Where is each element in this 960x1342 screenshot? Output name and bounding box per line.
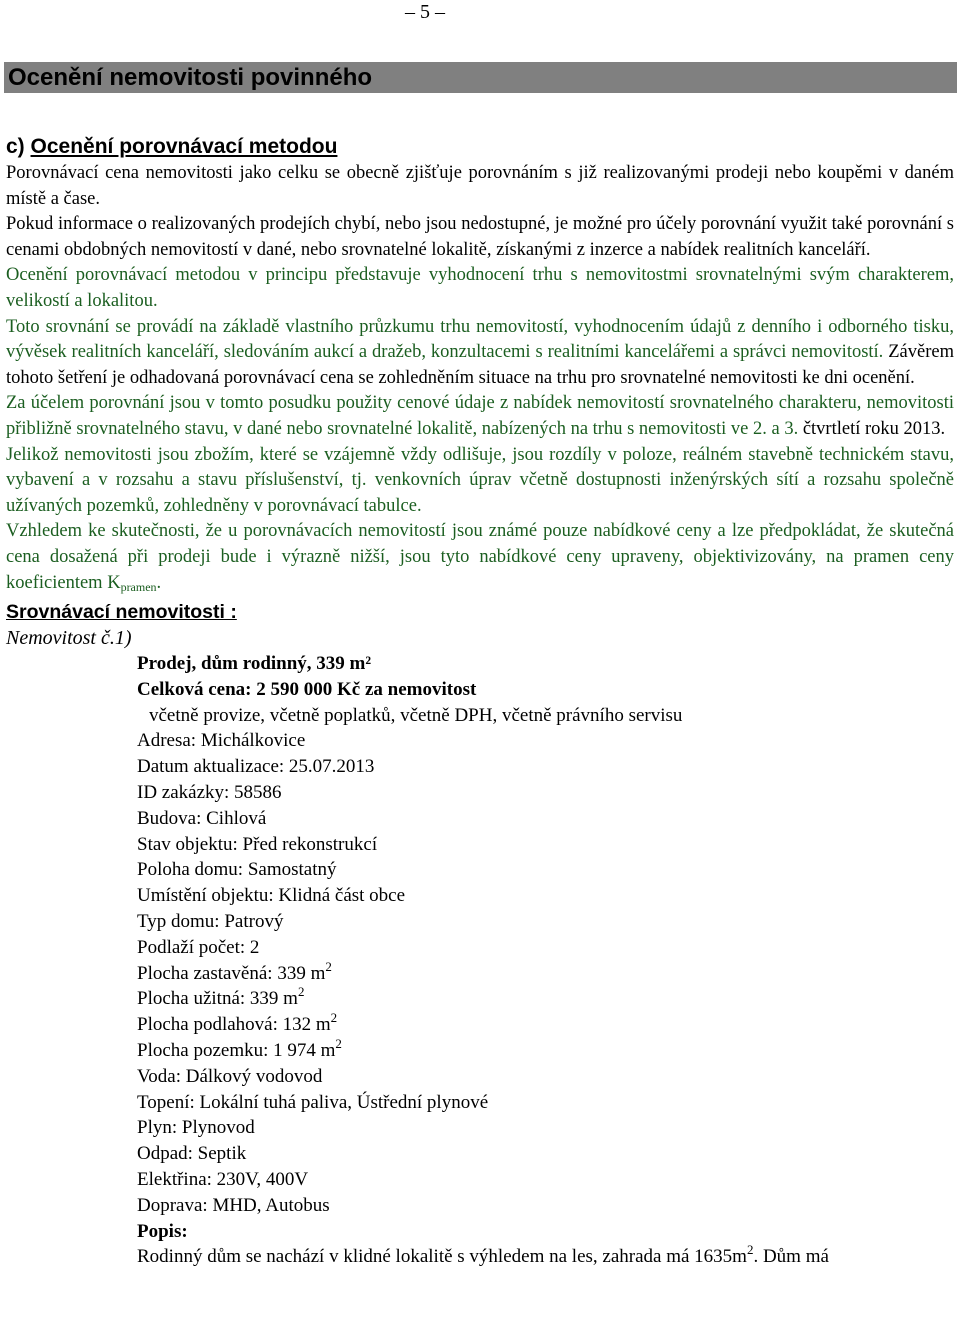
detail-house-type: Typ domu: Patrový bbox=[137, 911, 284, 933]
listing-price-note: včetně provize, včetně poplatků, včetně DPH, včetně právního servisu bbox=[149, 704, 683, 726]
section-title: Ocenění nemovitosti povinného bbox=[4, 62, 957, 93]
area-floor: Plocha podlahová: 132 $m^2$ bbox=[137, 1010, 338, 1036]
detail-position: Poloha domu: Samostatný bbox=[137, 859, 337, 881]
utility-waste: Odpad: Septik bbox=[137, 1143, 247, 1165]
comparable-item-label: Nemovitost č.1) bbox=[6, 627, 132, 650]
paragraph-coefficient bbox=[6, 519, 954, 600]
purpose-text: Za účelem porovnání jsou v tomto posudku použity cenové údaje z nabídek nemovitostí srovnatelného charakteru, nemovitosti přibližně srovnatelného stavu, v dané nebo srovnatelné lokalitě, nabízených na trhu s nemovitosti ve 2. a 3. bbox=[6, 393, 954, 439]
subsection-heading bbox=[6, 133, 954, 161]
detail-order-id: ID zakázky: 58586 bbox=[137, 782, 282, 804]
paragraph-principle: Ocenění porovnávací metodou v principu představuje vyhodnocení trhu s nemovitostmi srovnatelnými svým charakterem, velikostí a lokalitou. bbox=[6, 265, 954, 311]
utility-water: Voda: Dálkový vodovod bbox=[137, 1065, 323, 1087]
detail-updated: Datum aktualizace: 25.07.2013 bbox=[137, 756, 375, 778]
area-built: Plocha zastavěná: 339 $m^2$ bbox=[137, 958, 332, 984]
comparables-heading bbox=[6, 600, 954, 625]
page-number: – 5 – bbox=[405, 1, 445, 23]
subsection-letter: c) bbox=[6, 135, 25, 158]
paragraph-intro: Porovnávací cena nemovitosti jako celku se obecně zjišťuje porovnáním s již realizovanými prodeji nebo koupěmi v daném místě a čase. bbox=[6, 163, 954, 209]
detail-location: Umístění objektu: Klidná část obce bbox=[137, 885, 406, 907]
detail-address: Adresa: Michálkovice bbox=[137, 730, 306, 752]
survey-conclusion: Závěrem tohoto šetření je odhadovaná porovnávací cena se zohledněním situace na trhu pro srovnatelné nemovitosti ke dni ocenění. bbox=[6, 342, 954, 388]
coefficient-text: Vzhledem ke skutečnosti, že u porovnávacích nemovitostí jsou známé pouze nabídkové ceny a lze předpokládat, že skutečná cena dosažená při prodeji bude i výrazně nižší, jsou tyto nabídkové ceny upraveny, objektivizovány, na pramen ceny koeficientem K bbox=[6, 521, 954, 593]
subsection-title: Ocenění porovnávací metodou bbox=[30, 135, 338, 158]
area-plot: Plocha pozemku: 1 974 $m^2$ bbox=[137, 1036, 342, 1062]
detail-condition: Stav objektu: Před rekonstrukcí bbox=[137, 833, 378, 855]
utility-gas: Plyn: Plynovod bbox=[137, 1117, 255, 1139]
coefficient-end: . bbox=[156, 572, 162, 593]
paragraph-purpose bbox=[6, 391, 954, 442]
area-usable: Plocha užitná: 339 $m^2$ bbox=[137, 984, 305, 1010]
listing-title: Prodej, dům rodinný, 339 m² bbox=[137, 653, 372, 675]
description-text: Rodinný dům se nachází v klidné lokalitě s výhledem na les, zahrada má $1635m^2$. Dům má bbox=[137, 1242, 829, 1268]
detail-building: Budova: Cihlová bbox=[137, 807, 267, 829]
purpose-period: čtvrtletí roku 2013. bbox=[798, 418, 946, 439]
survey-text: Toto srovnání se provádí na základě vlastního průzkumu trhu nemovitostí, vyhodnocením údajů z denního i odborného tisku, vývěsek realitních kanceláří, sledováním aukcí a dražeb, konzultacemi s realitními kancelářemi a správci nemovitostí. bbox=[6, 316, 954, 363]
description-label: Popis: bbox=[137, 1220, 188, 1242]
paragraph-survey bbox=[6, 315, 954, 392]
utility-heating: Topení: Lokální tuhá paliva, Ústřední plynové bbox=[137, 1091, 489, 1113]
paragraph-missing-info: Pokud informace o realizovaných prodejích chybí, nebo jsou nedostupné, je možné pro účely porovnání využit také porovnání s cenami obdobných nemovitostí v dané, nebo srovnatelné lokalitě, získanými z inzerce a nabídek realitních kanceláří. bbox=[6, 214, 954, 260]
listing-price: Celková cena: 2 590 000 Kč za nemovitost bbox=[137, 678, 477, 700]
coefficient-subscript: pramen bbox=[120, 579, 157, 594]
detail-floors: Podlaží počet: 2 bbox=[137, 936, 260, 958]
comparable-listing bbox=[6, 651, 954, 1270]
document-body bbox=[6, 133, 954, 1270]
paragraph-differences: Jelikož nemovitosti jsou zbožím, které se vzájemně vždy odlišuje, jsou rozdíly v poloze, reálném stavebně technickém stavu, vybavení a v rozsahu a stavu příslušenství, tj. venkovních úprav včetně dostupnosti inženýrských sítí a rozsahu společně užívaných pozemků, zohledněny v porovnávací tabulce. bbox=[6, 444, 954, 516]
utility-electricity: Elektřina: 230V, 400V bbox=[137, 1169, 309, 1191]
comparables-heading-text: Srovnávací nemovitosti : bbox=[6, 601, 237, 624]
utility-transport: Doprava: MHD, Autobus bbox=[137, 1194, 330, 1216]
